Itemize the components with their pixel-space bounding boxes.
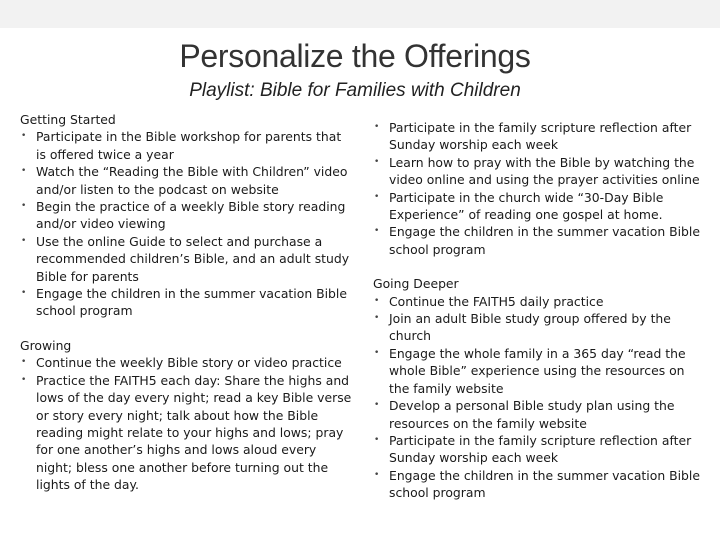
bullet-icon: •	[21, 131, 27, 142]
heading-going-deeper: Going Deeper	[373, 276, 459, 292]
bullet-icon: •	[21, 357, 27, 368]
bullet-icon: •	[374, 313, 380, 324]
list-item	[373, 223, 703, 258]
section-going-deeper	[373, 275, 703, 501]
list-item-text: Continue the weekly Bible story or video practice	[36, 355, 342, 371]
top-band	[0, 0, 720, 28]
list-item	[373, 119, 703, 154]
section-getting-started	[20, 111, 355, 320]
bullet-icon: •	[374, 400, 380, 411]
list-item-text: Use the online Guide to select and purchase a recommended children’s Bible, and an adult study Bible for parents	[36, 233, 350, 284]
list-item	[20, 163, 355, 198]
bullet-icon: •	[374, 347, 380, 358]
left-column	[20, 111, 355, 511]
slide-subtitle: Playlist: Bible for Families with Children	[189, 80, 521, 101]
bullet-icon: •	[374, 226, 380, 237]
list-item	[20, 128, 355, 163]
list-item	[373, 154, 703, 189]
list-going-deeper	[373, 293, 703, 502]
list-item-text: Learn how to pray with the Bible by watching the video online and using the prayer activities online	[389, 154, 700, 188]
list-item	[373, 189, 703, 224]
list-growing	[20, 354, 355, 493]
bullet-icon: •	[374, 156, 380, 167]
list-item-text: Join an adult Bible study group offered by the church	[389, 311, 671, 344]
right-column	[373, 119, 703, 519]
heading-growing: Growing	[20, 337, 72, 353]
list-item	[20, 198, 355, 233]
bullet-icon: •	[21, 235, 27, 246]
list-item-text: Engage the whole family in a 365 day “read the whole Bible” experience using the resources on the family website	[389, 345, 686, 396]
list-item-text: Continue the FAITH5 daily practice	[389, 293, 604, 309]
list-item	[20, 233, 355, 285]
list-item-text: Participate in the church wide “30-Day Bible Experience” of reading one gospel at home.	[389, 189, 664, 223]
section-continued	[373, 119, 703, 258]
list-item	[20, 372, 355, 494]
list-item	[373, 345, 703, 397]
list-item	[373, 293, 703, 310]
list-item-text: Practice the FAITH5 each day: Share the highs and lows of the day every night; read a key Bible verse or story every night; talk about how the Bible reading might relate to your highs and lows; pray for one another’s highs and lows aloud every night; bless one another before turning out the lights of the day.	[36, 372, 352, 493]
list-item-text: Engage the children in the summer vacation Bible school program	[389, 224, 700, 257]
list-item-text: Participate in the Bible workshop for parents that is offered twice a year	[36, 129, 342, 162]
list-item-text: Participate in the family scripture reflection after Sunday worship each week	[389, 432, 692, 466]
list-getting-started	[20, 128, 355, 319]
list-item	[20, 285, 355, 320]
heading-getting-started: Getting Started	[20, 112, 116, 127]
list-item	[373, 432, 703, 467]
bullet-icon: •	[21, 374, 27, 385]
list-item-text: Participate in the family scripture reflection after Sunday worship each week	[389, 120, 692, 153]
bullet-icon: •	[21, 201, 27, 212]
list-continued	[373, 119, 703, 258]
bullet-icon: •	[374, 191, 380, 202]
slide-title: Personalize the Offerings	[179, 38, 531, 74]
list-item-text: Engage the children in the summer vacation Bible school program	[389, 467, 700, 501]
list-item-text: Engage the children in the summer vacation Bible school program	[36, 286, 347, 319]
bullet-icon: •	[374, 295, 380, 306]
section-growing	[20, 337, 355, 494]
bullet-icon: •	[374, 469, 380, 480]
list-item	[20, 354, 355, 371]
list-item-text: Watch the “Reading the Bible with Children” video and/or listen to the podcast on website	[36, 164, 348, 197]
bullet-icon: •	[374, 434, 380, 445]
list-item	[373, 467, 703, 502]
list-item-text: Begin the practice of a weekly Bible story reading and/or video viewing	[36, 199, 346, 232]
bullet-icon: •	[21, 288, 27, 299]
bullet-icon: •	[374, 122, 380, 132]
list-item	[373, 397, 703, 432]
list-item-text: Develop a personal Bible study plan using the resources on the family website	[389, 398, 675, 431]
list-item	[373, 310, 703, 345]
bullet-icon: •	[21, 166, 27, 177]
